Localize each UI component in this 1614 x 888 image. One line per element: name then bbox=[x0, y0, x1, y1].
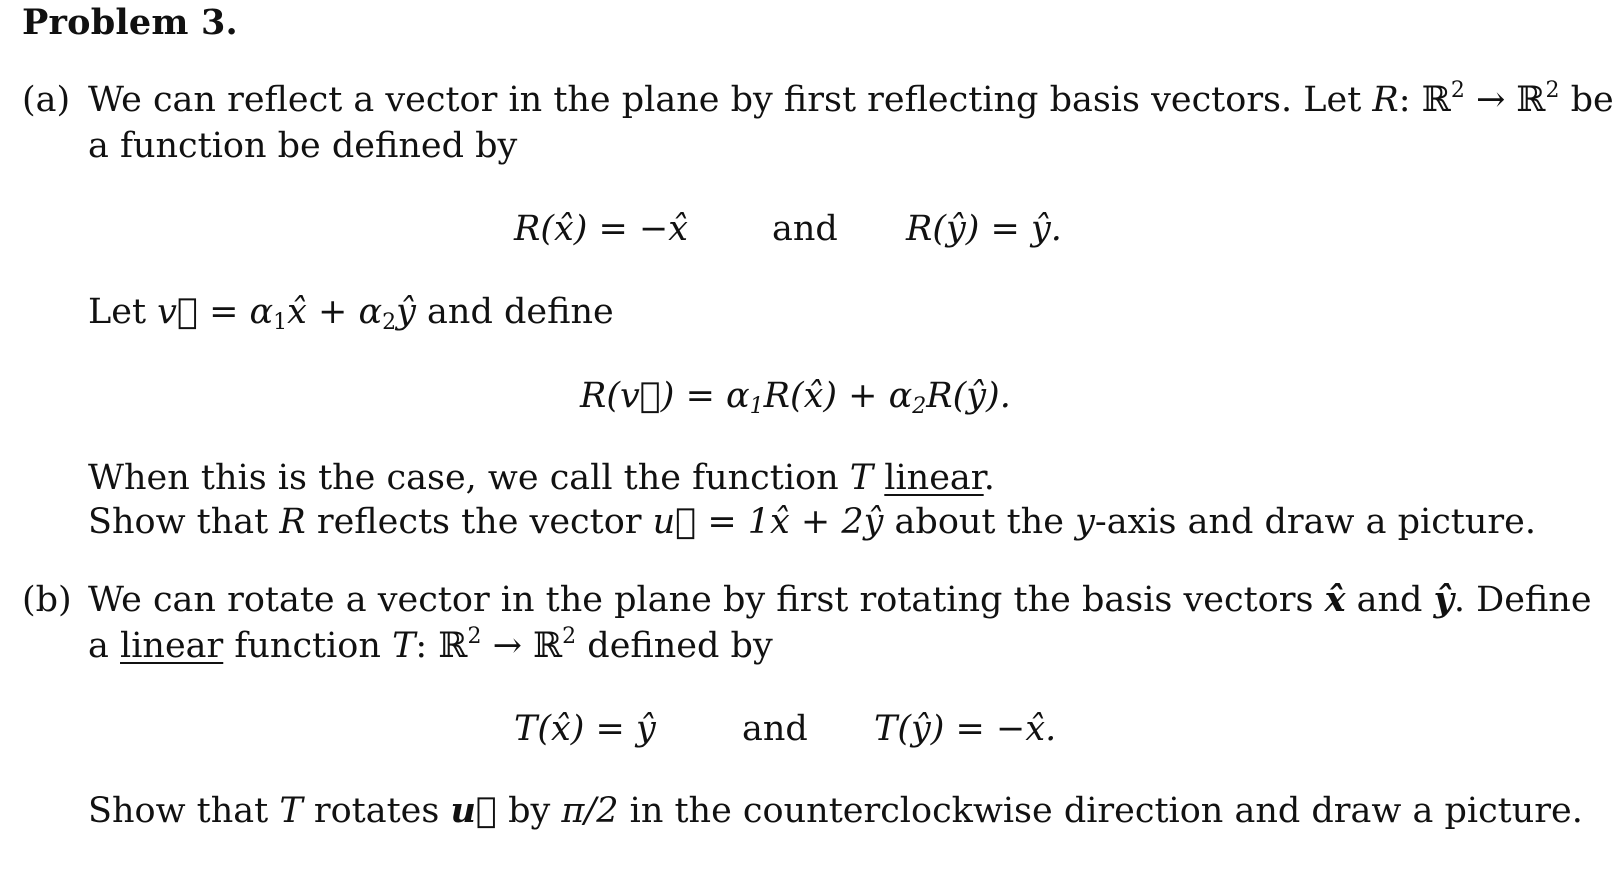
exponent: 2 bbox=[467, 624, 482, 649]
a-word: a bbox=[88, 626, 109, 666]
let-eq-c: ŷ bbox=[396, 292, 416, 332]
part-a-label: (a) bbox=[22, 80, 71, 120]
function-r: R bbox=[279, 502, 306, 542]
and-define-text: and define bbox=[427, 292, 614, 332]
function-word: function bbox=[234, 626, 381, 666]
part-b-def-right: T(ŷ) = −x̂. bbox=[874, 709, 1057, 749]
part-b-intro-line-1 bbox=[88, 578, 1592, 622]
real-set: ℝ bbox=[1421, 80, 1451, 120]
real-set: ℝ bbox=[533, 626, 563, 666]
linear-eq-b: R(x̂) + α bbox=[763, 376, 913, 416]
part-a-case-line bbox=[88, 456, 995, 500]
real-set: ℝ bbox=[1516, 80, 1546, 120]
let-eq-a: v⃗ = α bbox=[157, 292, 274, 332]
part-a-let-line bbox=[88, 290, 614, 334]
part-a-def-and: and bbox=[772, 209, 838, 249]
exponent: 2 bbox=[1450, 78, 1465, 103]
counterclockwise-text: in the counterclockwise direction and draw a picture. bbox=[629, 791, 1583, 831]
linear-eq-a: R(v⃗) = α bbox=[580, 376, 750, 416]
define-word: . Define bbox=[1453, 580, 1592, 620]
arrow: → bbox=[492, 626, 522, 666]
be-word: be bbox=[1570, 80, 1614, 120]
part-b-intro-text: We can rotate a vector in the plane by first rotating the basis vectors bbox=[88, 580, 1314, 620]
part-a-intro-line-1 bbox=[88, 78, 1614, 122]
part-a-def-right: R(ŷ) = ŷ. bbox=[906, 209, 1062, 249]
by-word: by bbox=[508, 791, 551, 831]
subscript-2: 2 bbox=[912, 394, 927, 419]
angle-pi-over-2: π/2 bbox=[561, 791, 619, 831]
period: . bbox=[983, 458, 995, 498]
function-t: T bbox=[392, 626, 416, 666]
reflects-text: reflects the vector bbox=[316, 502, 642, 542]
subscript-1: 1 bbox=[273, 310, 288, 335]
linear-underlined: linear bbox=[120, 626, 224, 666]
part-b-intro-line-2 bbox=[88, 624, 773, 668]
part-a-show-line bbox=[88, 500, 1536, 544]
arrow: → bbox=[1475, 80, 1506, 120]
defined-by: defined by bbox=[587, 626, 773, 666]
and-word: and bbox=[1356, 580, 1423, 620]
show-that: Show that bbox=[88, 791, 269, 831]
case-text: When this is the case, we call the function bbox=[88, 458, 839, 498]
subscript-1: 1 bbox=[749, 394, 764, 419]
colon: : bbox=[415, 626, 428, 666]
part-b-def-left: T(x̂) = ŷ bbox=[514, 709, 656, 749]
function-r: R bbox=[1372, 80, 1399, 120]
let-eq-b: x̂ + α bbox=[287, 292, 383, 332]
let-word: Let bbox=[88, 292, 147, 332]
part-b-show-line bbox=[88, 789, 1583, 833]
linear-underlined: linear bbox=[884, 458, 984, 498]
part-a-intro-text: We can reflect a vector in the plane by first reflecting basis vectors. Let bbox=[88, 80, 1362, 120]
linear-eq-c: R(ŷ). bbox=[926, 376, 1011, 416]
rotates-word: rotates bbox=[313, 791, 440, 831]
about-the: about the bbox=[894, 502, 1064, 542]
problem-title: Problem 3. bbox=[22, 2, 238, 43]
part-b-label: (b) bbox=[22, 580, 72, 620]
part-a-linearity-equation bbox=[580, 374, 1011, 418]
exponent: 2 bbox=[562, 624, 577, 649]
subscript-2: 2 bbox=[382, 310, 397, 335]
function-t: T bbox=[849, 458, 874, 498]
function-t: T bbox=[279, 791, 303, 831]
vector-u: u⃗ bbox=[450, 790, 497, 831]
part-a-intro-line-2: a function be defined by bbox=[88, 126, 518, 166]
y-hat: ŷ bbox=[1433, 579, 1454, 620]
axis-text: -axis and draw a picture. bbox=[1094, 502, 1536, 542]
part-a-def-left: R(x̂) = −x̂ bbox=[514, 209, 689, 249]
show-that: Show that bbox=[88, 502, 269, 542]
part-b-def-and: and bbox=[742, 709, 808, 749]
colon: : bbox=[1398, 80, 1411, 120]
real-set: ℝ bbox=[438, 626, 468, 666]
x-hat: x̂ bbox=[1324, 579, 1346, 620]
y-variable: y bbox=[1075, 502, 1095, 542]
exponent: 2 bbox=[1545, 78, 1560, 103]
vector-u-expression: u⃗ = 1x̂ + 2ŷ bbox=[652, 502, 884, 542]
